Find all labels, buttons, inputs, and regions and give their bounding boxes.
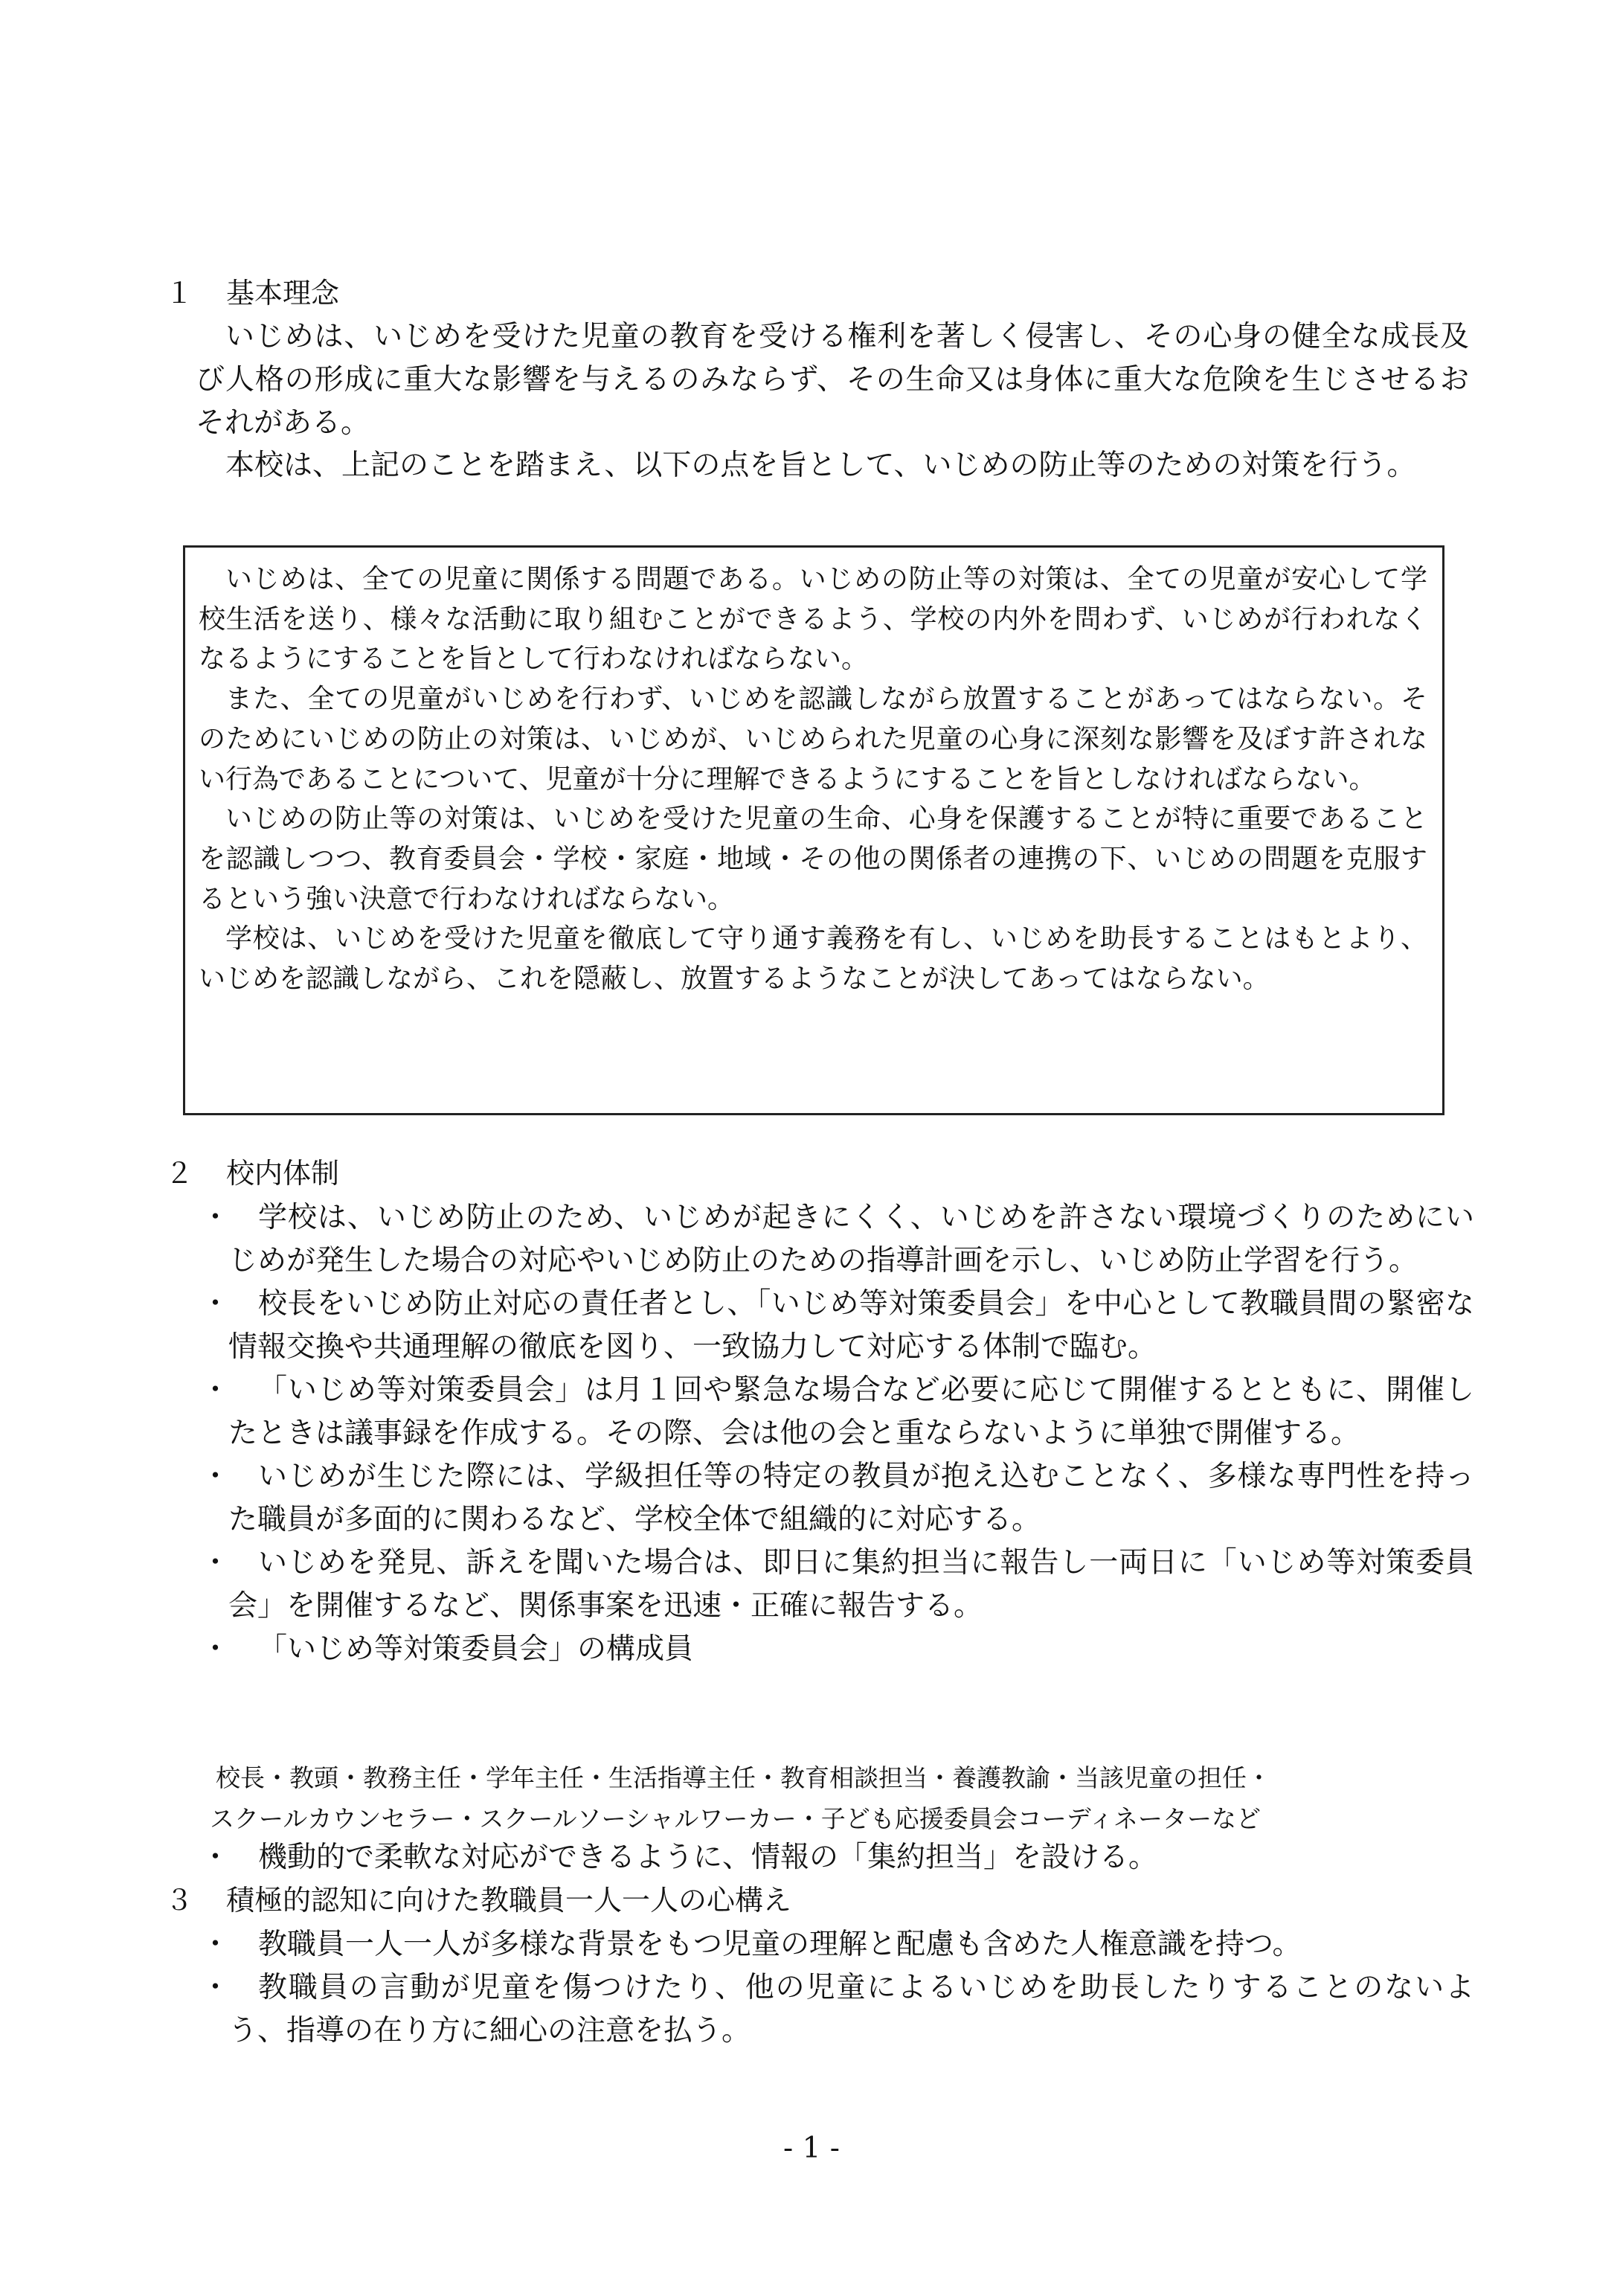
section-3-list [201,1923,1474,2053]
bullet-mark: ・ [201,1928,231,1961]
box-paragraph: 学校は、いじめを受けた児童を徹底して守り通す義務を有し、いじめを助長することはもとより、いじめを認識しながら、これを隠蔽し、放置するようなことが決してあってはならない。 [199,923,1427,995]
bullet-mark: ・ [201,1546,231,1580]
list-item [201,1923,1474,1966]
list-item [201,1542,1474,1628]
list-item-text: いじめを発見、訴えを聞いた場合は、即日に集約担当に報告し一両日に「いじめ等対策委員会」を開催するなど、関係事案を迅速・正確に報告する。 [228,1546,1474,1623]
section-2-list [201,1196,1474,1671]
bullet-mark: ・ [201,1841,231,1874]
list-item-text: 「いじめ等対策委員会」は月１回や緊急な場合など必要に応じて開催するとともに、開催したときは議事録を作成する。その際、会は他の会と重ならないように単独で開催する。 [228,1373,1474,1450]
page-number: - 1 - [783,2132,840,2165]
list-item [201,1196,1474,1283]
section-3-heading [165,1879,791,1922]
list-item [201,1628,1474,1671]
box-paragraph: いじめは、全ての児童に関係する問題である。いじめの防止等の対策は、全ての児童が安心して学校生活を送り、様々な活動に取り組むことができるよう、学校の内外を問わず、いじめが行われなくなるようにすることを旨として行わなければならない。 [199,564,1427,675]
box-paragraph: また、全ての児童がいじめを行わず、いじめを認識しながら放置することがあってはならない。そのためにいじめの防止の対策は、いじめが、いじめられた児童の心身に深刻な影響を及ぼす許されない行為であることについて、児童が十分に理解できるようにすることを旨としなければならない。 [199,684,1427,795]
bullet-mark: ・ [201,1971,231,2004]
list-item-text: 「いじめ等対策委員会」の構成員 [258,1632,694,1666]
section-number: １ [165,277,194,310]
list-item-text: 教職員の言動が児童を傷つけたり、他の児童によるいじめを助長したりすることのないよう、指導の在り方に細心の注意を払う。 [228,1971,1474,2048]
section-number: ３ [165,1884,194,1917]
list-item [201,1455,1474,1542]
box-paragraph: いじめの防止等の対策は、いじめを受けた児童の生命、心身を保護することが特に重要であることを認識しつつ、教育委員会・学校・家庭・地域・その他の関係者の連携の下、いじめの問題を克服するという強い決意で行わなければならない。 [199,804,1427,914]
section-2-list-last [201,1836,1474,1879]
section-title: 校内体制 [226,1157,340,1190]
list-item-text: いじめが生じた際には、学級担任等の特定の教員が抱え込むことなく、多様な専門性を持った職員が多面的に関わるなど、学校全体で組織的に対応する。 [228,1460,1474,1536]
bullet-mark: ・ [201,1460,231,1493]
list-item-text: 機動的で柔軟な対応ができるように、情報の「集約担当」を設ける。 [258,1841,1158,1874]
bullet-mark: ・ [201,1201,231,1234]
list-item-text: 学校は、いじめ防止のため、いじめが起きにくく、いじめを許さない環境づくりのためにいじめが発生した場合の対応やいじめ防止のための指導計画を示し、いじめ防止学習を行う。 [228,1201,1474,1277]
bullet-mark: ・ [201,1373,231,1407]
bullet-mark: ・ [201,1287,231,1321]
list-item [201,1966,1474,2053]
section-2-heading [165,1152,339,1195]
section-title: 積極的認知に向けた教職員一人一人の心構え [226,1884,792,1917]
list-item [201,1283,1474,1369]
section-1-paragraph-2: 本校は、上記のことを踏まえ、以下の点を旨として、いじめの防止等のための対策を行う。 [225,449,1416,482]
principle-box [183,545,1444,1115]
section-1-paragraph-1: いじめは、いじめを受けた児童の教育を受ける権利を著しく侵害し、その心身の健全な成長及び人格の形成に重大な影響を与えるのみならず、その生命又は身体に重大な危険を生じさせるおそれがある。 [196,320,1469,440]
section-title: 基本理念 [226,277,340,310]
section-1-heading [165,272,339,315]
section-number: ２ [165,1157,194,1190]
list-item-text: 校長をいじめ防止対応の責任者とし、「いじめ等対策委員会」を中心として教職員間の緊密な情報交換や共通理解の徹底を図り、一致協力して対応する体制で臨む。 [228,1287,1474,1364]
committee-members-line-2: スクールカウンセラー・スクールソーシャルワーカー・子ども応援委員会コーディネーターなど [210,1804,1262,1833]
list-item [201,1836,1474,1879]
list-item-text: 教職員一人一人が多様な背景をもつ児童の理解と配慮も含めた人権意識を持つ。 [258,1928,1302,1961]
list-item [201,1369,1474,1455]
bullet-mark: ・ [201,1632,231,1666]
committee-members-line-1: 校長・教頭・教務主任・学年主任・生活指導主任・教育相談担当・養護教諭・当該児童の担任・ [216,1763,1271,1792]
